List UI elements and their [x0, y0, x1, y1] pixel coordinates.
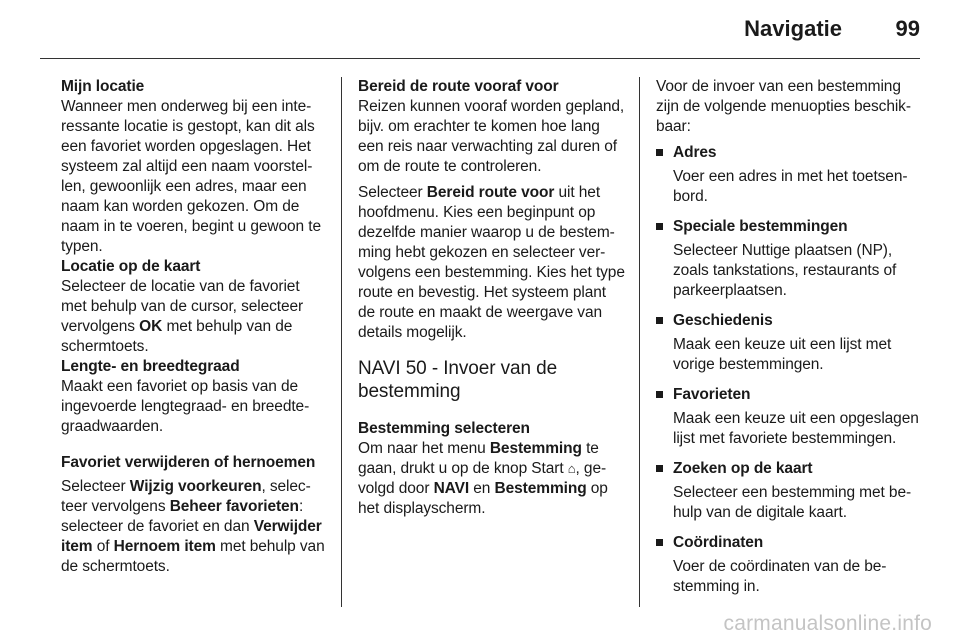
text: met behulp van de schermtoets.: [61, 318, 293, 355]
column-2: [358, 77, 626, 519]
paragraph: Reizen kunnen vooraf worden gepland, bijv. om erachter te komen hoe lang een reis naar verwachting zal duren of om de route te controleren.: [358, 98, 625, 175]
page-number: 99: [895, 16, 920, 41]
paragraph: [61, 277, 329, 357]
heading-lengte-breedtegraad: Lengte- en breedtegraad: [61, 358, 240, 375]
bold-term: Verwijder item: [61, 518, 322, 555]
home-icon: ⌂: [567, 461, 576, 476]
bold-term: Hernoem item: [113, 538, 216, 555]
list-item: [656, 385, 924, 449]
list-item-body: Selecteer een bestemming met behulp van de digitale kaart.: [673, 484, 912, 521]
bold-term: NAVI: [433, 480, 470, 497]
text: Selecteer: [61, 478, 130, 495]
heading-bestemming-selecteren: Bestemming selecteren: [358, 420, 530, 437]
text: op het displayscherm.: [358, 480, 608, 517]
text: , selecteer vervolgens: [61, 478, 311, 515]
list-item-title: Geschiedenis: [673, 312, 773, 329]
text: uit het hoofdmenu. Kies een beginpunt op dezelfde manier waarop u de bestemming hebt gekozen en selecteer vervolgens een bestemming. Kies het type route en bevestig. Het systeem plant de route en maakt de weergave van details mogelijk.: [358, 184, 625, 341]
paragraph: Wanneer men onderweg bij een interessante locatie is gestopt, kan dit als een favoriet worden opgeslagen. Het systeem zal altijd een naam voorstellen, gewoonlijk een adres, maar een naam kan worden gekozen. Om de naam in te voeren, begint u gewoon te typen.: [61, 98, 321, 255]
list-item-body: Maak een keuze uit een lijst met vorige bestemmingen.: [673, 336, 892, 373]
section-title: Navigatie: [744, 16, 842, 41]
list-item: [656, 217, 924, 301]
paragraph: Voor de invoer van een bestemming zijn de volgende menuopties beschikbaar:: [656, 78, 912, 135]
list-item: [656, 459, 924, 523]
page-header: [40, 0, 920, 59]
column-divider: [639, 77, 640, 607]
bold-term: Bestemming: [494, 480, 587, 497]
bold-term: Bestemming: [489, 440, 582, 457]
text: Selecteer de locatie van de favoriet met behulp van de cursor, selecteer vervolgens: [61, 278, 304, 335]
bullet-icon: [656, 391, 663, 398]
paragraph: [61, 477, 329, 577]
bold-term: OK: [139, 318, 163, 335]
list-item: [656, 143, 924, 207]
heading-navi50-invoer: NAVI 50 - Invoer van de bestemming: [358, 358, 558, 402]
list-item-body: Voer een adres in met het toetsenbord.: [673, 168, 908, 205]
text: : selecteer de favoriet en dan: [61, 498, 304, 535]
column-1: [61, 77, 329, 577]
list-item: [656, 311, 924, 375]
column-divider: [341, 77, 342, 607]
text: en: [469, 480, 495, 497]
bold-term: Bereid route voor: [426, 184, 555, 201]
list-item-title: Speciale bestemmingen: [673, 218, 848, 235]
bold-term: Wijzig voorkeuren: [129, 478, 262, 495]
list-item-body: Voer de coördinaten van de bestemming in.: [673, 558, 887, 595]
list-item-title: Adres: [673, 144, 717, 161]
text: Om naar het menu: [358, 440, 490, 457]
bold-term: Beheer favorieten: [169, 498, 299, 515]
heading-locatie-op-kaart: Locatie op de kaart: [61, 258, 201, 275]
column-3: [656, 77, 924, 607]
paragraph: [358, 183, 626, 343]
watermark: carmanualsonline.info: [723, 612, 932, 635]
bullet-icon: [656, 317, 663, 324]
text: , gevolgd door: [358, 460, 607, 497]
paragraph: Maakt een favoriet op basis van de ingevoerde lengtegraad- en breedtegraadwaarden.: [61, 378, 310, 435]
heading-bereid-route: Bereid de route vooraf voor: [358, 78, 559, 95]
list-item-title: Zoeken op de kaart: [673, 460, 813, 477]
text: Selecteer: [358, 184, 427, 201]
heading-favoriet-verwijderen: Favoriet verwijderen of hernoemen: [61, 454, 316, 471]
list-item-title: Favorieten: [673, 386, 751, 403]
list-item-body: Maak een keuze uit een opgeslagen lijst met favoriete bestemmingen.: [673, 410, 919, 447]
bullet-icon: [656, 465, 663, 472]
bullet-icon: [656, 539, 663, 546]
bullet-icon: [656, 149, 663, 156]
text: of: [92, 538, 114, 555]
list-item: [656, 533, 924, 597]
heading-mijn-locatie: Mijn locatie: [61, 78, 145, 95]
list-item-body: Selecteer Nuttige plaatsen (NP), zoals tankstations, restaurants of parkeerplaatsen.: [673, 242, 897, 299]
list-item-title: Coördinaten: [673, 534, 764, 551]
paragraph: [358, 439, 626, 519]
text: met behulp van de schermtoets.: [61, 538, 325, 575]
text: te gaan, drukt u op de knop Start: [358, 440, 599, 477]
bullet-icon: [656, 223, 663, 230]
menu-options-list: [656, 143, 924, 597]
